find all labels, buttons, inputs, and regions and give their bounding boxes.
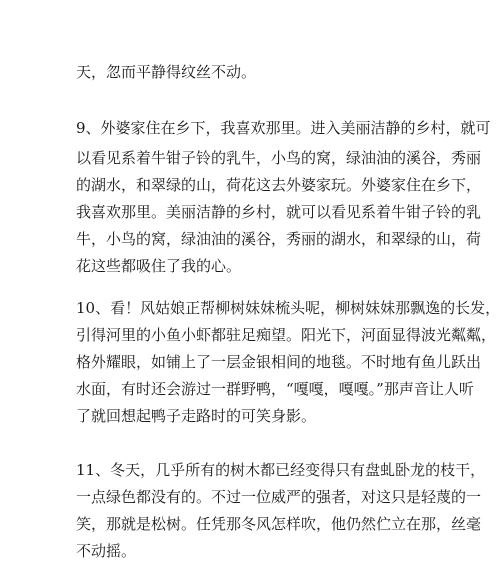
text-line: 牛，小鸟的窝，绿油油的溪谷，秀丽的湖水，和翠绿的山，荷 xyxy=(76,230,482,248)
text-line: 了就回想起鸭子走路时的可笑身影。 xyxy=(76,407,317,425)
text-line: 10、看！风姑娘正帮柳树妹妹梳头呢，柳树妹妹那飘逸的长发， xyxy=(76,299,500,317)
text-line: 笑，那就是松树。任凭那冬风怎样吹，他仍然伫立在那，丝毫 xyxy=(76,515,482,533)
text-line: 引得河里的小鱼小虾都驻足痴望。阳光下，河面显得波光粼粼， xyxy=(76,326,497,344)
text-line: 9、外婆家住在乡下，我喜欢那里。进入美丽洁静的乡村，就可 xyxy=(76,119,491,137)
text-line: 一点绿色都没有的。不过一位威严的强者，对这只是轻蔑的一 xyxy=(76,488,482,506)
text-line: 的湖水，和翠绿的山，荷花这去外婆家玩。外婆家住在乡下， xyxy=(76,176,482,194)
text-line: 以看见系着牛钳子铃的乳牛，小鸟的窝，绿油油的溪谷，秀丽 xyxy=(76,149,482,167)
text-line: 不动摇。 xyxy=(76,542,137,560)
text-line: 天，忽而平静得纹丝不动。 xyxy=(76,63,257,81)
text-line: 11、冬天，几乎所有的树木都已经变得只有盘虬卧龙的枝干， xyxy=(76,461,486,479)
text-line: 我喜欢那里。美丽洁静的乡村，就可以看见系着牛钳子铃的乳 xyxy=(76,203,482,221)
text-line: 花这些都吸住了我的心。 xyxy=(76,257,242,275)
text-line: 格外耀眼，如铺上了一层金银相间的地毯。不时地有鱼儿跃出 xyxy=(76,353,482,371)
text-line: 水面，有时还会游过一群野鸭，“嘎嘎，嘎嘎。”那声音让人听 xyxy=(76,380,474,398)
